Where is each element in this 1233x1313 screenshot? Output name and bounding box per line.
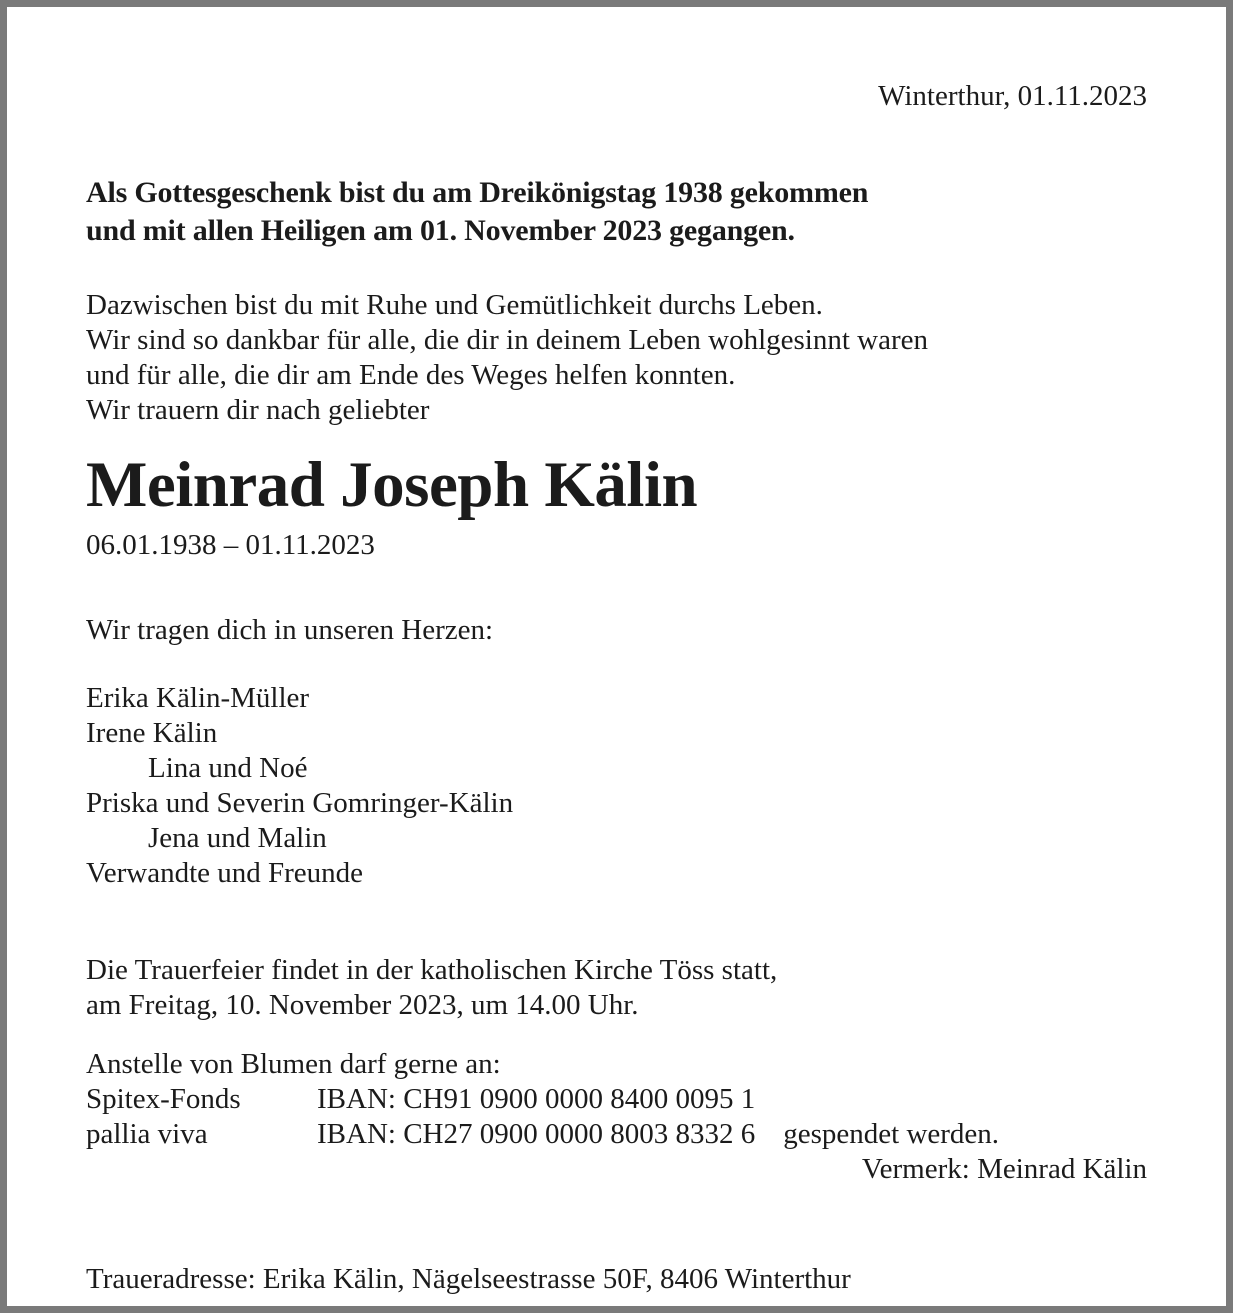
mourning-address: Traueradresse: Erika Kälin, Nägelseestrasse 50F, 8406 Winterthur bbox=[86, 1263, 851, 1295]
tribute-line: Wir sind so dankbar für alle, die dir in deinem Leben wohlgesinnt waren bbox=[86, 324, 929, 356]
donation-org: Spitex-Fonds bbox=[86, 1083, 241, 1115]
service-info bbox=[86, 953, 1147, 1023]
service-line: am Freitag, 10. November 2023, um 14.00 Uhr. bbox=[86, 989, 639, 1021]
tribute-line: Dazwischen bist du mit Ruhe und Gemütlichkeit durchs Leben. bbox=[86, 289, 823, 321]
mourner-line: Irene Kälin bbox=[86, 717, 218, 749]
donation-note: Vermerk: Meinrad Kälin bbox=[861, 1153, 1147, 1185]
mourners-intro: Wir tragen dich in unseren Herzen: bbox=[86, 614, 494, 646]
mourner-line: Jena und Malin bbox=[148, 822, 327, 854]
donation-iban: IBAN: CH27 0900 0000 8003 8332 6 bbox=[317, 1118, 756, 1150]
mourner-line: Erika Kälin-Müller bbox=[86, 682, 310, 714]
donation-intro: Anstelle von Blumen darf gerne an: bbox=[86, 1048, 501, 1080]
donation-suffix: gespendet werden. bbox=[783, 1118, 1000, 1150]
mourner-line: Verwandte und Freunde bbox=[86, 857, 364, 889]
tribute-line: Wir trauern dir nach geliebter bbox=[86, 394, 430, 426]
intro-verse-line: Als Gottesgeschenk bist du am Dreikönigstag 1938 gekommen bbox=[86, 176, 869, 209]
tribute-paragraph bbox=[86, 288, 1147, 428]
service-line: Die Trauerfeier findet in der katholischen Kirche Töss statt, bbox=[86, 954, 778, 986]
intro-verse bbox=[86, 174, 1147, 250]
mourner-line: Lina und Noé bbox=[148, 752, 308, 784]
donation-org: pallia viva bbox=[86, 1118, 208, 1150]
donation-info bbox=[86, 1047, 1147, 1187]
dateline: Winterthur, 01.11.2023 bbox=[878, 80, 1147, 112]
life-dates: 06.01.1938 – 01.11.2023 bbox=[86, 529, 375, 561]
deceased-name: Meinrad Joseph Kälin bbox=[86, 449, 698, 521]
intro-verse-line: und mit allen Heiligen am 01. November 2023 gegangen. bbox=[86, 214, 795, 247]
donation-row bbox=[86, 1082, 1147, 1117]
donation-row bbox=[86, 1117, 1147, 1152]
tribute-line: und für alle, die dir am Ende des Weges helfen konnten. bbox=[86, 359, 736, 391]
mourners-list bbox=[86, 681, 1147, 891]
donation-iban: IBAN: CH91 0900 0000 8400 0095 1 bbox=[317, 1083, 756, 1115]
mourner-line: Priska und Severin Gomringer-Kälin bbox=[86, 787, 514, 819]
